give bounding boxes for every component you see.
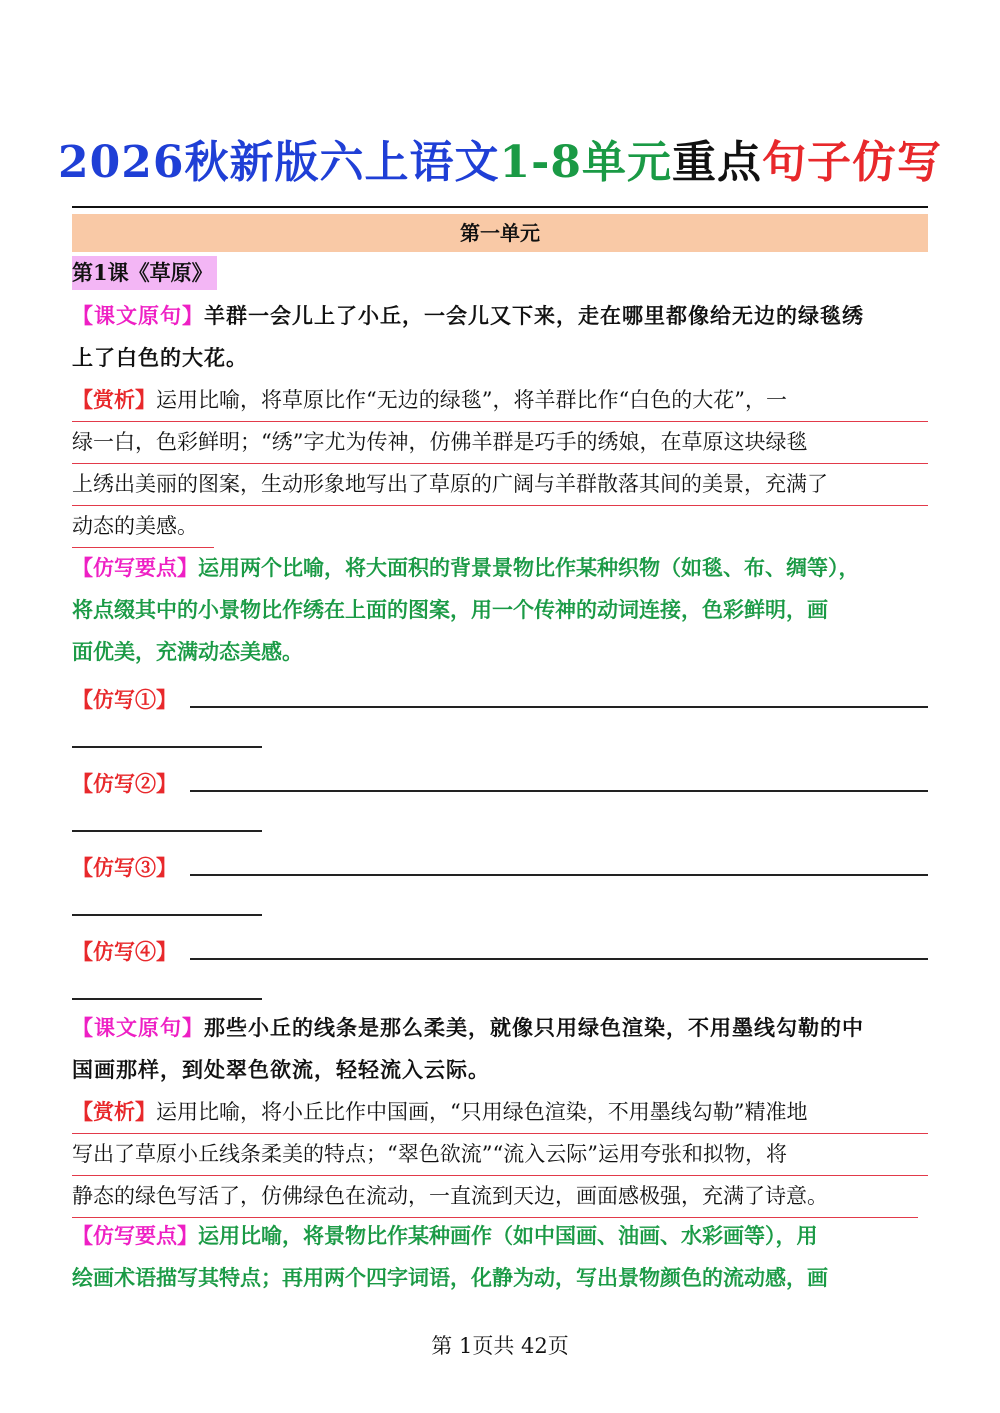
original-line: 国画那样，到处翠色欲流，轻轻流入云际。 (72, 1057, 490, 1082)
analysis-line: 静态的绿色写活了，仿佛绿色在流动，一直流到天边，画面感极强，充满了诗意。 (72, 1176, 918, 1218)
practice-label: 【仿写③】 (72, 855, 177, 880)
answer-line-continuation[interactable] (72, 746, 262, 748)
analysis-2 (72, 1092, 928, 1218)
keypoint-line: 绘画术语描写其特点；再用两个四字词语，化静为动，写出景物颜色的流动感，画 (72, 1265, 828, 1290)
page-footer: 第 1页共 42页 (431, 1334, 569, 1358)
answer-line[interactable] (190, 874, 928, 876)
answer-line-continuation[interactable] (72, 914, 262, 916)
answer-line-continuation[interactable] (72, 998, 262, 1000)
answer-line[interactable] (190, 706, 928, 708)
practice-label: 【仿写②】 (72, 771, 177, 796)
analysis-line: 上绣出美丽的图案，生动形象地写出了草原的广阔与羊群散落其间的美景，充满了 (72, 464, 928, 506)
original-line: 上了白色的大花。 (72, 345, 248, 370)
answer-line-continuation[interactable] (72, 830, 262, 832)
lesson-title: 第1课《草原》 (72, 256, 217, 290)
analysis-tag: 【赏析】 (72, 1099, 156, 1124)
title-part-topic: 句子仿写 (761, 137, 942, 188)
imitation-keypoints-1 (72, 548, 928, 674)
title-part-units: 1-8单元 (499, 137, 672, 188)
practice-row-3 (72, 848, 928, 888)
practice-label: 【仿写①】 (72, 687, 177, 712)
analysis-line: 绿一白，色彩鲜明；“绣”字尤为传神，仿佛羊群是巧手的绣娘，在草原这块绿毯 (72, 422, 928, 464)
keypoint-line: 面优美，充满动态美感。 (72, 639, 303, 664)
analysis-line: 写出了草原小丘线条柔美的特点；“翠色欲流”“流入云际”运用夸张和拟物，将 (72, 1134, 928, 1176)
imitation-keypoints-2 (72, 1216, 928, 1300)
analysis-line: 【赏析】运用比喻，将小丘比作中国画，“只用绿色渲染，不用墨线勾勒”精准地 (72, 1092, 928, 1134)
analysis-line: 【赏析】运用比喻，将草原比作“无边的绿毯”，将羊群比作“白色的大花”，一 (72, 380, 928, 422)
keypoint-tag: 【仿写要点】 (72, 555, 198, 580)
original-sentence-1 (72, 296, 928, 380)
original-sentence-2 (72, 1008, 928, 1092)
analysis-1 (72, 380, 928, 548)
practice-row-4 (72, 932, 928, 972)
unit-header: 第一单元 (72, 214, 928, 252)
practice-label: 【仿写④】 (72, 939, 177, 964)
keypoint-line: 【仿写要点】运用比喻，将景物比作某种画作（如中国画、油画、水彩画等），用 (72, 1223, 818, 1248)
title-part-key: 重点 (671, 137, 762, 188)
analysis-tag: 【赏析】 (72, 387, 156, 412)
practice-row-2 (72, 764, 928, 804)
header-divider (72, 206, 928, 208)
analysis-line: 动态的美感。 (72, 506, 214, 548)
original-tag: 【课文原句】 (72, 303, 204, 328)
keypoint-line: 【仿写要点】运用两个比喻，将大面积的背景景物比作某种织物（如毯、布、绸等）， (72, 555, 860, 580)
keypoint-tag: 【仿写要点】 (72, 1223, 198, 1248)
answer-line[interactable] (190, 958, 928, 960)
original-tag: 【课文原句】 (72, 1015, 204, 1040)
title-part-grade: 2026秋新版六上语文 (58, 137, 500, 188)
page-title (0, 126, 1000, 190)
practice-row-1 (72, 680, 928, 720)
answer-line[interactable] (190, 790, 928, 792)
original-line: 【课文原句】那些小丘的线条是那么柔美，就像只用绿色渲染，不用墨线勾勒的中 (72, 1015, 864, 1040)
original-line: 【课文原句】羊群一会儿上了小丘，一会儿又下来，走在哪里都像给无边的绿毯绣 (72, 303, 864, 328)
keypoint-line: 将点缀其中的小景物比作绣在上面的图案，用一个传神的动词连接，色彩鲜明，画 (72, 597, 828, 622)
